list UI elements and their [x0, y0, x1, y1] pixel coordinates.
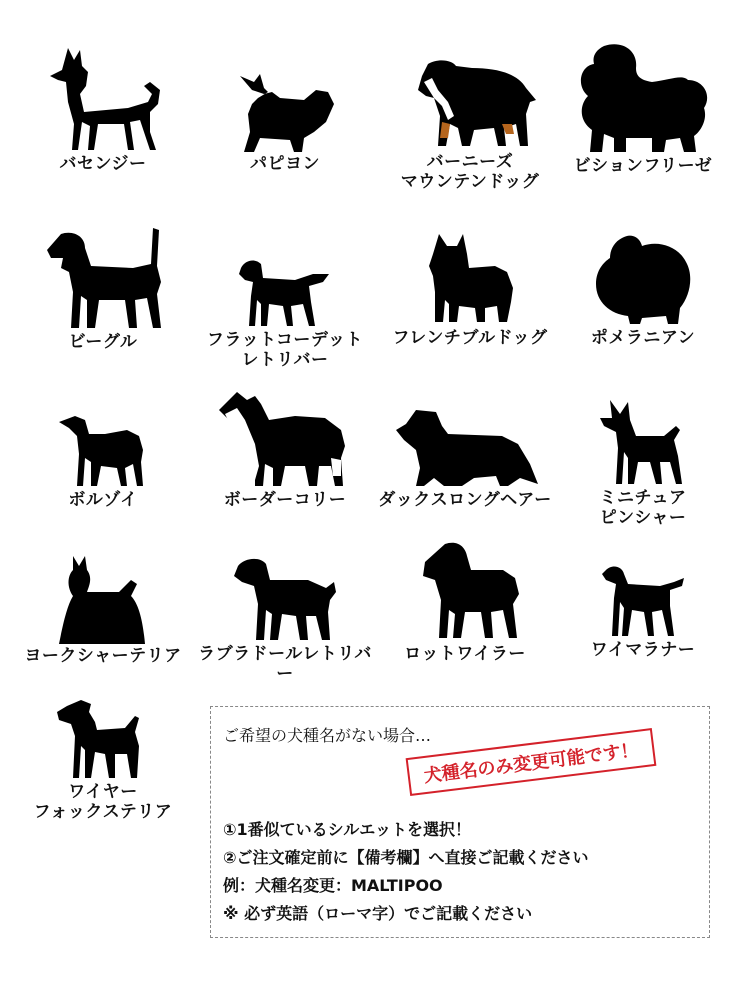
breed-label-bichon: ビションフリーゼ	[573, 156, 713, 176]
breed-label-flatcoat: フラットコーデット レトリバー	[206, 330, 364, 370]
breed-label-rottweiler: ロットワイラー	[404, 644, 526, 664]
breed-request-note	[210, 706, 710, 938]
yorkshire-terrier-silhouette-icon	[53, 552, 153, 646]
labrador-retriever-silhouette-icon	[230, 552, 340, 644]
breed-label-beagle: ビーグル	[68, 332, 138, 352]
breed-name-change-badge: 犬種名のみ変更可能です！	[406, 728, 657, 796]
breed-label-basenji: バセンジー	[59, 154, 147, 174]
miniature-pinscher-silhouette-icon	[594, 396, 692, 488]
papillon-silhouette-icon	[230, 68, 340, 154]
breed-card-yorkie[interactable]	[13, 552, 193, 666]
bichon-frise-silhouette-icon	[570, 40, 716, 156]
rottweiler-silhouette-icon	[405, 540, 525, 644]
note-example: 例：犬種名変更：MALTIPOO	[223, 876, 443, 895]
pomeranian-silhouette-icon	[592, 232, 694, 328]
borzoi-silhouette-icon	[55, 410, 151, 490]
breed-label-wire-fox-terrier: ワイヤー フォックステリア	[33, 782, 173, 822]
breed-card-wire-fox-terrier[interactable]	[13, 696, 193, 822]
breed-label-labrador: ラブラドールレトリバー	[198, 644, 372, 684]
breed-card-frenchie[interactable]	[380, 232, 560, 348]
breed-label-papillon: パピヨン	[250, 154, 320, 174]
breed-label-pomeranian: ポメラニアン	[590, 328, 696, 348]
note-step-1: ①1番似ているシルエットを選択！	[223, 820, 471, 839]
french-bulldog-silhouette-icon	[423, 232, 517, 328]
breed-card-weimaraner[interactable]	[553, 562, 733, 660]
breed-card-pomeranian[interactable]	[553, 232, 733, 348]
dachshund-longhair-silhouette-icon	[392, 406, 538, 490]
breed-card-bichon[interactable]	[553, 40, 733, 176]
basenji-silhouette-icon	[38, 42, 168, 154]
weimaraner-silhouette-icon	[598, 562, 688, 640]
breed-label-weimaraner: ワイマラナー	[590, 640, 696, 660]
note-intro-text: ご希望の犬種名がない場合…	[223, 726, 432, 745]
breed-card-dachshund[interactable]	[375, 406, 555, 510]
breed-label-yorkie: ヨークシャーテリア	[24, 646, 182, 666]
breed-card-flatcoat[interactable]	[195, 254, 375, 370]
breed-label-border-collie: ボーダーコリー	[223, 490, 347, 510]
breed-label-dachshund: ダックスロングヘアー	[378, 490, 552, 510]
breed-label-frenchie: フレンチブルドッグ	[392, 328, 548, 348]
flat-coated-retriever-silhouette-icon	[235, 254, 335, 330]
beagle-silhouette-icon	[33, 224, 173, 332]
breed-card-basenji[interactable]	[13, 42, 193, 174]
note-step-2: ②ご注文確定前に【備考欄】へ直接ご記載ください	[223, 848, 589, 867]
breed-card-rottweiler[interactable]	[375, 540, 555, 664]
breed-label-min-pin: ミニチュア ピンシャー	[599, 488, 687, 528]
note-caution: ※ 必ず英語（ローマ字）でご記載ください	[223, 904, 533, 923]
breed-card-border-collie[interactable]	[195, 386, 375, 510]
wire-fox-terrier-silhouette-icon	[53, 696, 153, 782]
breed-label-bernese: バーニーズ マウンテンドッグ	[400, 152, 540, 192]
breed-card-labrador[interactable]	[195, 552, 375, 684]
breed-card-borzoi[interactable]	[13, 410, 193, 510]
breed-label-borzoi: ボルゾイ	[68, 490, 138, 510]
breed-card-min-pin[interactable]	[553, 396, 733, 528]
breed-card-papillon[interactable]	[195, 68, 375, 174]
breed-card-beagle[interactable]	[13, 224, 193, 352]
bernese-mountain-dog-silhouette-icon	[402, 54, 538, 152]
breed-card-bernese[interactable]	[380, 54, 560, 192]
border-collie-silhouette-icon	[215, 386, 355, 490]
